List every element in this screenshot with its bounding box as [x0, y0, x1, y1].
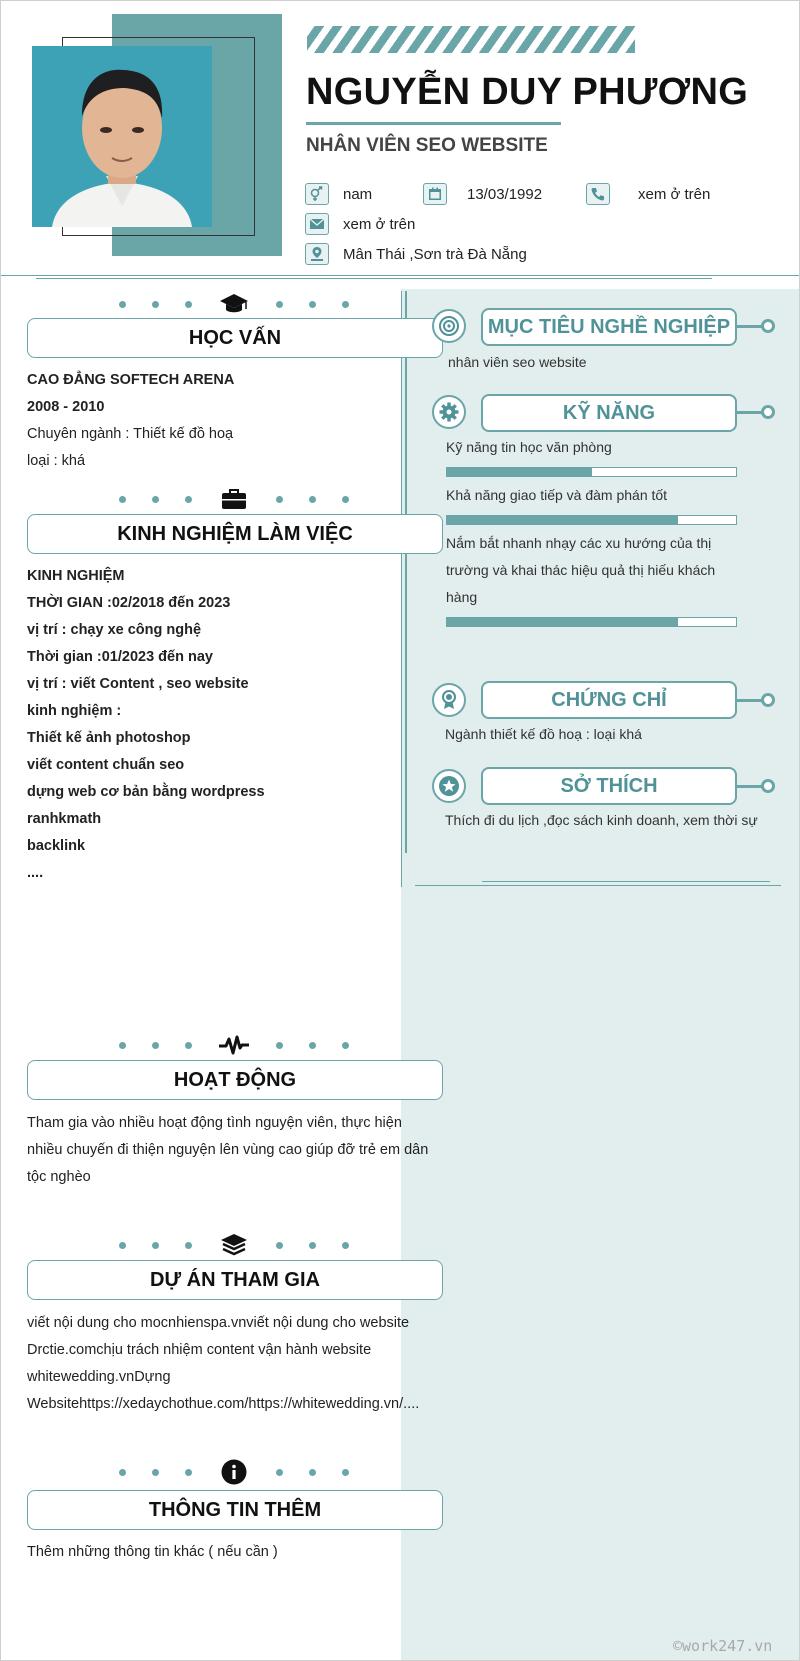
connector-end — [761, 779, 775, 793]
birthday-value: 13/03/1992 — [467, 185, 543, 203]
address-field — [305, 243, 527, 265]
gender-value: nam — [343, 185, 373, 203]
certificates-text: Ngành thiết kế đồ hoạ : loại khá — [445, 726, 642, 742]
experience-line: vị trí : chạy xe công nghệ — [27, 622, 202, 638]
activities-divider — [119, 1032, 349, 1058]
objective-text: nhân viên seo website — [448, 354, 587, 370]
role-underline — [306, 122, 561, 125]
layers-icon — [218, 1232, 250, 1258]
section-title-activities: HOẠT ĐỘNG — [27, 1060, 443, 1100]
star-icon — [432, 769, 466, 803]
connector-line — [737, 785, 763, 788]
projects-line: viết nội dung cho mocnhienspa.vnviết nội dung cho website — [27, 1315, 410, 1331]
job-title: NHÂN VIÊN SEO WEBSITE — [306, 135, 548, 156]
education-years: 2008 - 2010 — [27, 399, 105, 415]
connector-end — [761, 693, 775, 707]
header-divider — [1, 275, 800, 276]
activities-line: Tham gia vào nhiều hoạt động tình nguyện viên, thực hiện — [27, 1115, 402, 1131]
skill-bar — [446, 617, 737, 627]
section-title-education: HỌC VẤN — [27, 318, 443, 358]
birthday-field — [423, 183, 542, 205]
experience-line: KINH NGHIỆM — [27, 568, 125, 584]
right-bottom-line — [415, 885, 781, 886]
extra-info-text: Thêm những thông tin khác ( nếu cần ) — [27, 1544, 278, 1560]
graduation-cap-icon — [218, 291, 250, 317]
experience-line: dựng web cơ bản bằng wordpress — [27, 784, 265, 800]
experience-line: Thiết kế ảnh photoshop — [27, 730, 191, 746]
avatar — [32, 46, 212, 227]
target-icon — [432, 309, 466, 343]
email-value: xem ở trên — [343, 215, 416, 233]
skill-bar — [446, 467, 737, 477]
activities-line: nhiều chuyến đi thiện nguyện lên vùng cao giúp đỡ trẻ em dân — [27, 1142, 429, 1158]
info-icon — [218, 1459, 250, 1485]
header-stripes — [307, 26, 635, 53]
hobbies-text: Thích đi du lịch ,đọc sách kinh doanh, xem thời sự — [445, 812, 758, 828]
column-divider — [405, 291, 407, 853]
connector-line — [737, 699, 763, 702]
experience-line: Thời gian :01/2023 đến nay — [27, 649, 213, 665]
education-major: Chuyên ngành : Thiết kế đồ hoạ — [27, 426, 234, 442]
skill-bar-fill — [447, 618, 678, 626]
watermark: ©work247.vn — [673, 1637, 773, 1655]
education-grade: loại : khá — [27, 453, 86, 469]
skill-bar-fill — [447, 516, 678, 524]
experience-line: viết content chuẩn seo — [27, 757, 185, 773]
connector-end — [761, 319, 775, 333]
gear-icon — [432, 395, 466, 429]
section-title-certificates: CHỨNG CHỈ — [481, 681, 737, 719]
skill-name-line: trường và khai thác hiệu quả thị hiếu khách — [446, 562, 716, 578]
briefcase-icon — [218, 486, 250, 512]
experience-line: ranhkmath — [27, 811, 102, 827]
email-field — [305, 213, 415, 235]
calendar-icon — [423, 183, 447, 205]
address-value: Mân Thái ,Sơn trà Đà Nẵng — [343, 245, 527, 263]
phone-icon — [586, 183, 610, 205]
section-title-skills: KỸ NĂNG — [481, 394, 737, 432]
skill-bar-fill — [447, 468, 592, 476]
connector-line — [737, 411, 763, 414]
education-school: CAO ĐẲNG SOFTECH ARENA — [27, 372, 235, 388]
right-bottom-line — [482, 881, 770, 882]
section-title-experience: KINH NGHIỆM LÀM VIỆC — [27, 514, 443, 554]
header-divider-inner — [36, 278, 712, 279]
experience-line: THỜI GIAN :02/2018 đến 2023 — [27, 595, 231, 611]
section-title-hobbies: SỞ THÍCH — [481, 767, 737, 805]
projects-line: Drctie.comchịu trách nhiệm content vận hành website — [27, 1342, 372, 1358]
skill-name-line: Nắm bắt nhanh nhạy các xu hướng của thị — [446, 535, 712, 551]
certificate-icon — [432, 683, 466, 717]
connector-end — [761, 405, 775, 419]
education-divider — [119, 291, 349, 317]
skill-name: Kỹ năng tin học văn phòng — [446, 439, 612, 455]
gender-field — [305, 183, 372, 205]
projects-line: Websitehttps://xedaychothue.com/https://whitewedding.vn/.... — [27, 1396, 420, 1412]
experience-line: vị trí : viết Content , seo website — [27, 676, 249, 692]
experience-line: backlink — [27, 838, 86, 854]
experience-line: kinh nghiệm : — [27, 703, 122, 719]
section-title-projects: DỰ ÁN THAM GIA — [27, 1260, 443, 1300]
section-title-objective: MỤC TIÊU NGHỀ NGHIỆP — [481, 308, 737, 346]
gender-icon — [305, 183, 329, 205]
skill-name: Khả năng giao tiếp và đàm phán tốt — [446, 487, 668, 503]
skill-name-line: hàng — [446, 589, 478, 605]
skill-bar — [446, 515, 737, 525]
phone-value: xem ở trên — [638, 185, 711, 203]
extra-info-divider — [119, 1459, 349, 1485]
phone-field — [586, 183, 710, 205]
projects-line: whitewedding.vnDựng — [27, 1369, 171, 1385]
candidate-name: NGUYỄN DUY PHƯƠNG — [306, 71, 749, 113]
experience-divider — [119, 486, 349, 512]
envelope-icon — [305, 213, 329, 235]
column-divider-outer — [401, 291, 402, 887]
experience-line: .... — [27, 865, 44, 881]
pulse-icon — [218, 1032, 250, 1058]
projects-divider — [119, 1232, 349, 1258]
activities-line: tộc nghèo — [27, 1169, 91, 1185]
location-pin-icon — [305, 243, 329, 265]
connector-line — [737, 325, 763, 328]
section-title-extra-info: THÔNG TIN THÊM — [27, 1490, 443, 1530]
